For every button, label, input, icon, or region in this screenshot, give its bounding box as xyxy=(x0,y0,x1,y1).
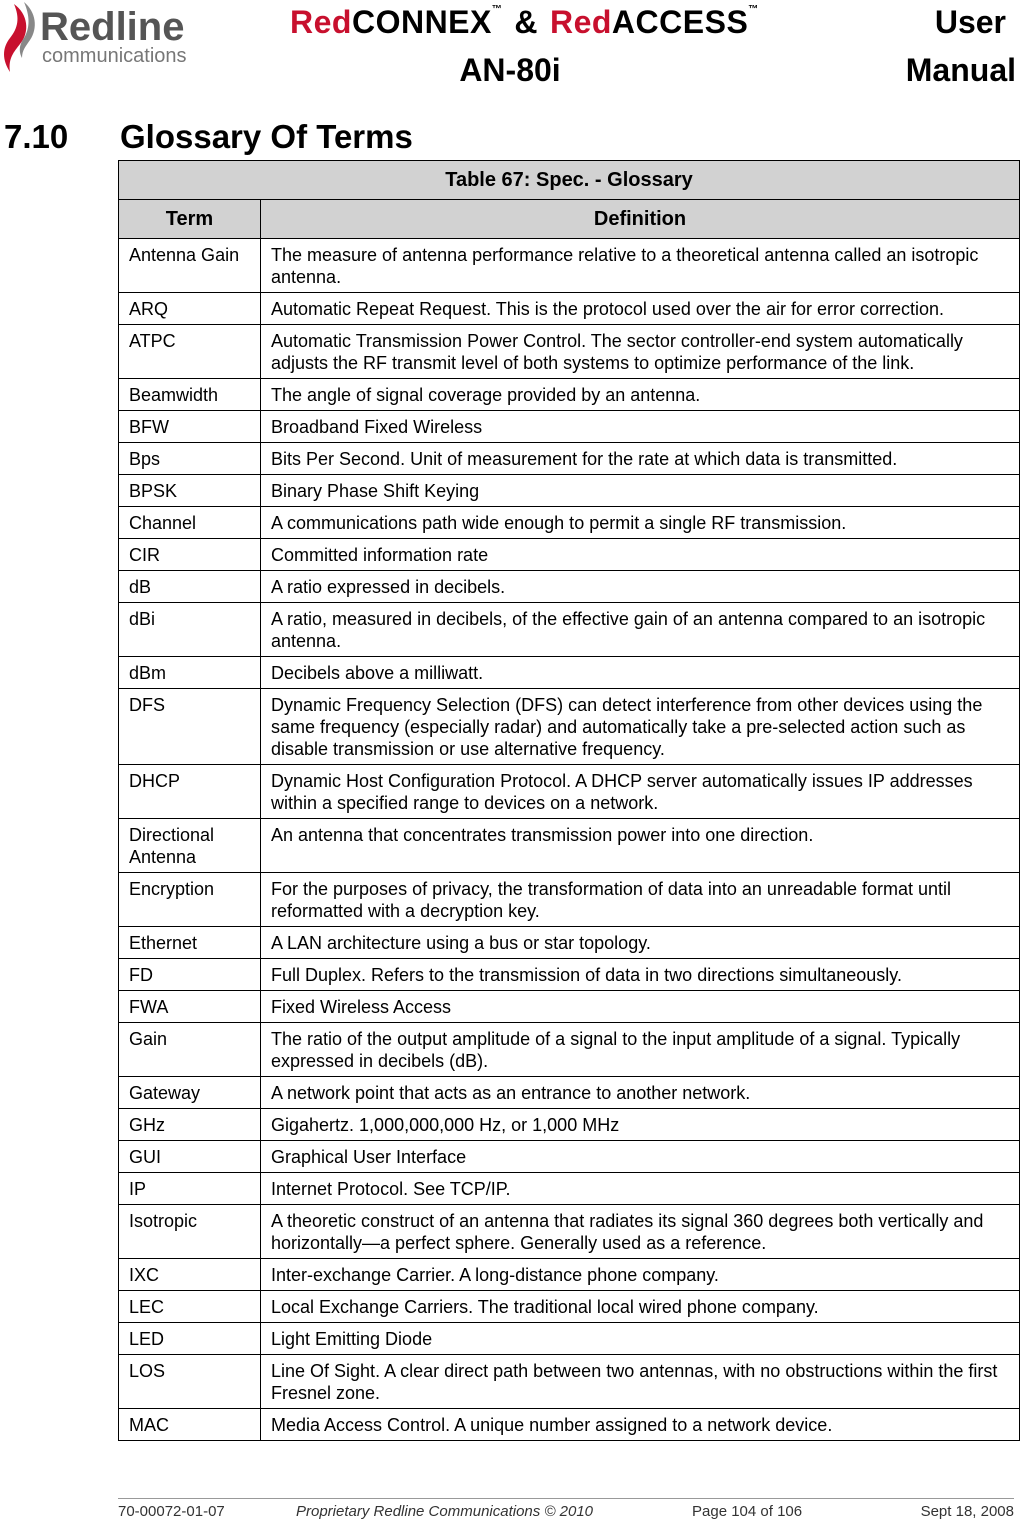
glossary-definition: Bits Per Second. Unit of measurement for the rate at which data is transmitted. xyxy=(261,443,1020,475)
logo-name: Redline xyxy=(40,5,185,49)
table-row xyxy=(119,1291,1020,1323)
glossary-definition: Broadband Fixed Wireless xyxy=(261,411,1020,443)
glossary-definition: Line Of Sight. A clear direct path between two antennas, with no obstructions within the first Fresnel zone. xyxy=(261,1355,1020,1409)
glossary-term: Gain xyxy=(119,1023,261,1077)
glossary-term: GUI xyxy=(119,1141,261,1173)
glossary-term: FD xyxy=(119,959,261,991)
glossary-term: Encryption xyxy=(119,873,261,927)
page-header xyxy=(0,0,1020,96)
glossary-term: Isotropic xyxy=(119,1205,261,1259)
glossary-definition: A communications path wide enough to permit a single RF transmission. xyxy=(261,507,1020,539)
glossary-table xyxy=(118,160,1020,1441)
glossary-definition: Media Access Control. A unique number assigned to a network device. xyxy=(261,1409,1020,1441)
table-row xyxy=(119,1173,1020,1205)
glossary-term: LEC xyxy=(119,1291,261,1323)
table-row xyxy=(119,603,1020,657)
glossary-term: FWA xyxy=(119,991,261,1023)
glossary-term: IXC xyxy=(119,1259,261,1291)
glossary-definition: The angle of signal coverage provided by an antenna. xyxy=(261,379,1020,411)
glossary-definition: A theoretic construct of an antenna that radiates its signal 360 degrees both vertically and horizontally—a perfect sphere. Generally used as a reference. xyxy=(261,1205,1020,1259)
glossary-definition: Binary Phase Shift Keying xyxy=(261,475,1020,507)
glossary-term: Channel xyxy=(119,507,261,539)
glossary-term: ATPC xyxy=(119,325,261,379)
glossary-term: Directional Antenna xyxy=(119,819,261,873)
glossary-definition: Automatic Repeat Request. This is the protocol used over the air for error correction. xyxy=(261,293,1020,325)
glossary-definition: For the purposes of privacy, the transformation of data into an unreadable format until reformatted with a decryption key. xyxy=(261,873,1020,927)
glossary-definition: A network point that acts as an entrance to another network. xyxy=(261,1077,1020,1109)
glossary-definition: Inter-exchange Carrier. A long-distance phone company. xyxy=(261,1259,1020,1291)
glossary-term: DHCP xyxy=(119,765,261,819)
glossary-term: Gateway xyxy=(119,1077,261,1109)
table-row xyxy=(119,325,1020,379)
footer-page-number: Page 104 of 106 xyxy=(692,1503,803,1520)
glossary-definition: Automatic Transmission Power Control. The sector controller-end system automatically adjusts the RF transmit level of both systems to optimize performance of the link. xyxy=(261,325,1020,379)
glossary-term: Beamwidth xyxy=(119,379,261,411)
glossary-term: dB xyxy=(119,571,261,603)
glossary-definition: Full Duplex. Refers to the transmission of data in two directions simultaneously. xyxy=(261,959,1020,991)
footer-date: Sept 18, 2008 xyxy=(920,1503,1014,1520)
table-row xyxy=(119,443,1020,475)
section-title: Glossary Of Terms xyxy=(120,118,413,155)
table-row xyxy=(119,959,1020,991)
table-row xyxy=(119,873,1020,927)
glossary-definition: A ratio expressed in decibels. xyxy=(261,571,1020,603)
table-row xyxy=(119,1205,1020,1259)
glossary-term: LOS xyxy=(119,1355,261,1409)
table-row xyxy=(119,571,1020,603)
table-row xyxy=(119,379,1020,411)
glossary-definition: An antenna that concentrates transmission power into one direction. xyxy=(261,819,1020,873)
doc-title-manual: Manual xyxy=(905,52,1016,88)
glossary-term: LED xyxy=(119,1323,261,1355)
table-row xyxy=(119,657,1020,689)
table-row xyxy=(119,819,1020,873)
glossary-rows xyxy=(119,239,1020,1441)
table-row xyxy=(119,991,1020,1023)
logo-sub: communications xyxy=(42,45,187,67)
glossary-term: dBi xyxy=(119,603,261,657)
table-row xyxy=(119,475,1020,507)
glossary-term: Ethernet xyxy=(119,927,261,959)
glossary-definition: Graphical User Interface xyxy=(261,1141,1020,1173)
table-row xyxy=(119,689,1020,765)
table-row xyxy=(119,1023,1020,1077)
table-row xyxy=(119,411,1020,443)
table-row xyxy=(119,927,1020,959)
glossary-term: GHz xyxy=(119,1109,261,1141)
glossary-term: DFS xyxy=(119,689,261,765)
section-heading xyxy=(4,118,413,156)
section-number: 7.10 xyxy=(4,118,69,155)
column-header-term: Term xyxy=(119,200,261,239)
table-caption: Table 67: Spec. - Glossary xyxy=(119,161,1020,200)
table-row xyxy=(119,507,1020,539)
glossary-term: MAC xyxy=(119,1409,261,1441)
glossary-definition: A ratio, measured in decibels, of the effective gain of an antenna compared to an isotropic antenna. xyxy=(261,603,1020,657)
column-header-definition: Definition xyxy=(261,200,1020,239)
table-row xyxy=(119,1323,1020,1355)
footer-doc-number: 70-00072-01-07 xyxy=(118,1503,225,1520)
glossary-definition: The ratio of the output amplitude of a signal to the input amplitude of a signal. Typically expressed in decibels (dB). xyxy=(261,1023,1020,1077)
table-row xyxy=(119,1259,1020,1291)
table-row xyxy=(119,293,1020,325)
footer-proprietary: Proprietary Redline Communications © 2010 xyxy=(296,1503,594,1520)
page-footer xyxy=(118,1498,1014,1520)
glossary-definition: Internet Protocol. See TCP/IP. xyxy=(261,1173,1020,1205)
glossary-definition: The measure of antenna performance relative to a theoretical antenna called an isotropic antenna. xyxy=(261,239,1020,293)
glossary-definition: Fixed Wireless Access xyxy=(261,991,1020,1023)
glossary-definition: Gigahertz. 1,000,000,000 Hz, or 1,000 MHz xyxy=(261,1109,1020,1141)
table-row xyxy=(119,1141,1020,1173)
table-row xyxy=(119,1409,1020,1441)
glossary-definition: Dynamic Frequency Selection (DFS) can detect interference from other devices using the same frequency (especially radar) and automatically take a pre-selected action such as disable transmission or use alternative frequency. xyxy=(261,689,1020,765)
table-row xyxy=(119,1077,1020,1109)
glossary-definition: Decibels above a milliwatt. xyxy=(261,657,1020,689)
doc-title-user: User xyxy=(934,4,1006,40)
glossary-term: dBm xyxy=(119,657,261,689)
glossary-term: IP xyxy=(119,1173,261,1205)
glossary-term: ARQ xyxy=(119,293,261,325)
table-row xyxy=(119,539,1020,571)
table-row xyxy=(119,239,1020,293)
glossary-definition: Light Emitting Diode xyxy=(261,1323,1020,1355)
glossary-term: CIR xyxy=(119,539,261,571)
glossary-term: Antenna Gain xyxy=(119,239,261,293)
table-row xyxy=(119,765,1020,819)
glossary-term: BPSK xyxy=(119,475,261,507)
glossary-definition: Committed information rate xyxy=(261,539,1020,571)
table-row xyxy=(119,1109,1020,1141)
glossary-definition: Dynamic Host Configuration Protocol. A DHCP server automatically issues IP addresses within a specified range to devices on a network. xyxy=(261,765,1020,819)
glossary-term: BFW xyxy=(119,411,261,443)
glossary-definition: A LAN architecture using a bus or star topology. xyxy=(261,927,1020,959)
model-name: AN-80i xyxy=(459,52,561,88)
table-row xyxy=(119,1355,1020,1409)
glossary-definition: Local Exchange Carriers. The traditional local wired phone company. xyxy=(261,1291,1020,1323)
glossary-term: Bps xyxy=(119,443,261,475)
brand-names: RedCONNEX™ & RedACCESS™ xyxy=(290,4,759,40)
